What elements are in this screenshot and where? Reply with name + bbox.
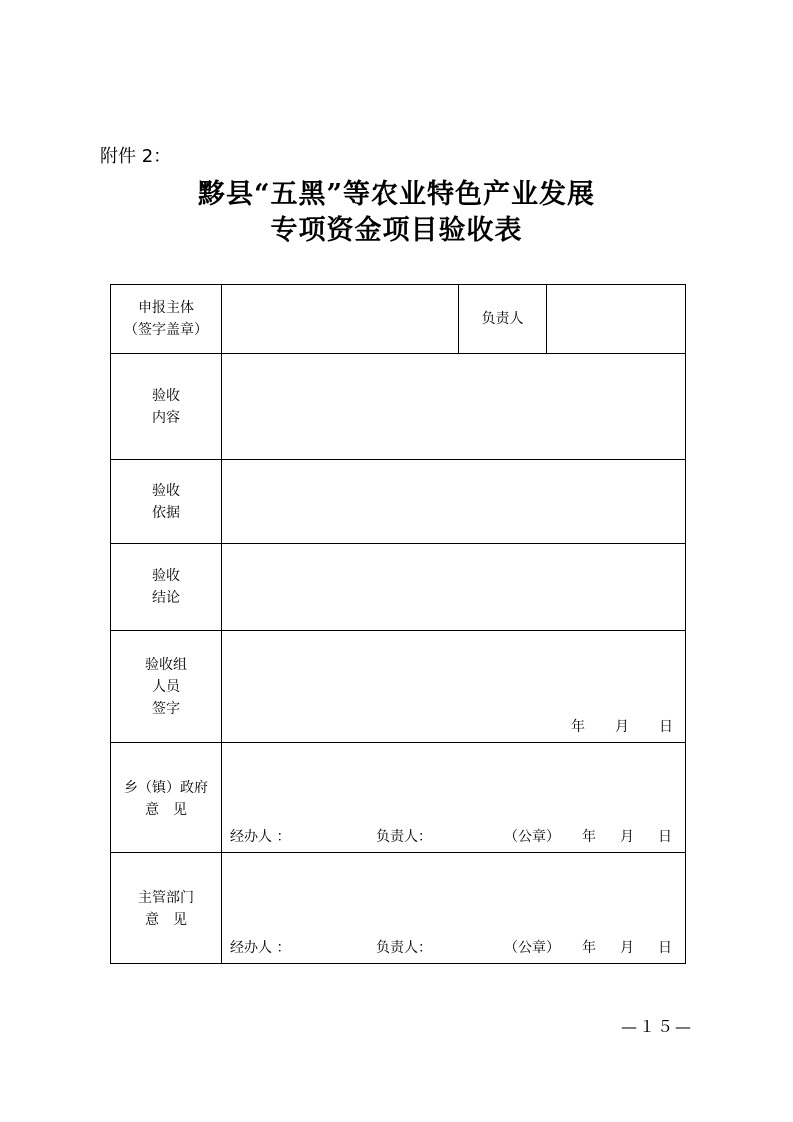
- township-month: 月: [620, 828, 634, 845]
- row-team: [111, 631, 686, 743]
- township-leader: 负责人：: [376, 828, 432, 845]
- team-input-cell[interactable]: [222, 631, 686, 743]
- team-label-cell: [111, 631, 222, 743]
- team-label-2: 人员: [152, 678, 180, 695]
- department-label-1: 主管部门: [138, 890, 194, 906]
- township-day: 日: [658, 828, 672, 845]
- department-input-cell[interactable]: [222, 853, 686, 964]
- conclusion-label-2: 结论: [152, 590, 180, 606]
- conclusion-input-cell[interactable]: [222, 544, 686, 631]
- row-basis: [111, 460, 686, 544]
- team-month: 月: [615, 718, 629, 735]
- department-sign-line: [230, 937, 677, 957]
- row-content: [111, 354, 686, 460]
- leader-input-cell[interactable]: [547, 285, 686, 354]
- township-handler: 经办人 ：: [230, 828, 291, 845]
- team-label-1: 验收组: [145, 656, 187, 673]
- basis-label-1: 验收: [152, 482, 180, 499]
- department-day: 日: [658, 939, 672, 956]
- content-input-cell[interactable]: [222, 354, 686, 460]
- content-label-cell: [111, 354, 222, 460]
- township-label-2: 意 见: [145, 802, 187, 818]
- page-number: —１５—: [620, 1017, 693, 1036]
- content-label-1: 验收: [152, 387, 180, 404]
- title-line-1: 黟县“五黑”等农业特色产业发展: [197, 179, 596, 210]
- row-conclusion: [111, 544, 686, 631]
- row-applicant: [111, 285, 686, 354]
- conclusion-label-1: 验收: [152, 568, 180, 584]
- department-handler: 经办人 ：: [230, 939, 291, 956]
- applicant-input-cell[interactable]: [222, 285, 459, 354]
- applicant-sublabel: （签字盖章）: [124, 322, 208, 338]
- row-township: [111, 743, 686, 853]
- basis-input-cell[interactable]: [222, 460, 686, 544]
- basis-label-2: 依据: [152, 504, 180, 521]
- township-label-cell: [111, 743, 222, 853]
- township-seal: （公章）: [504, 828, 560, 845]
- department-month: 月: [620, 939, 634, 956]
- applicant-label: 申报主体: [138, 300, 194, 316]
- title-line-2: 专项资金项目验收表: [270, 215, 523, 246]
- team-label-3: 签字: [152, 700, 180, 717]
- team-year: 年: [571, 718, 585, 735]
- content-label-2: 内容: [152, 409, 180, 426]
- department-label-2: 意 见: [145, 912, 187, 928]
- team-day: 日: [659, 718, 673, 735]
- township-year: 年: [582, 828, 596, 845]
- basis-label-cell: [111, 460, 222, 544]
- acceptance-form-table: [110, 284, 686, 964]
- township-sign-line: [230, 826, 677, 846]
- department-label-cell: [111, 853, 222, 964]
- department-seal: （公章）: [504, 939, 560, 956]
- conclusion-label-cell: [111, 544, 222, 631]
- row-department: [111, 853, 686, 964]
- leader-label: 负责人: [459, 285, 547, 354]
- attachment-label: 附件 2：: [100, 146, 172, 167]
- department-year: 年: [582, 939, 596, 956]
- team-date: [571, 716, 673, 736]
- township-label-1: 乡（镇）政府: [124, 780, 208, 796]
- department-leader: 负责人：: [376, 939, 432, 956]
- applicant-label-cell: [111, 285, 222, 354]
- township-input-cell[interactable]: [222, 743, 686, 853]
